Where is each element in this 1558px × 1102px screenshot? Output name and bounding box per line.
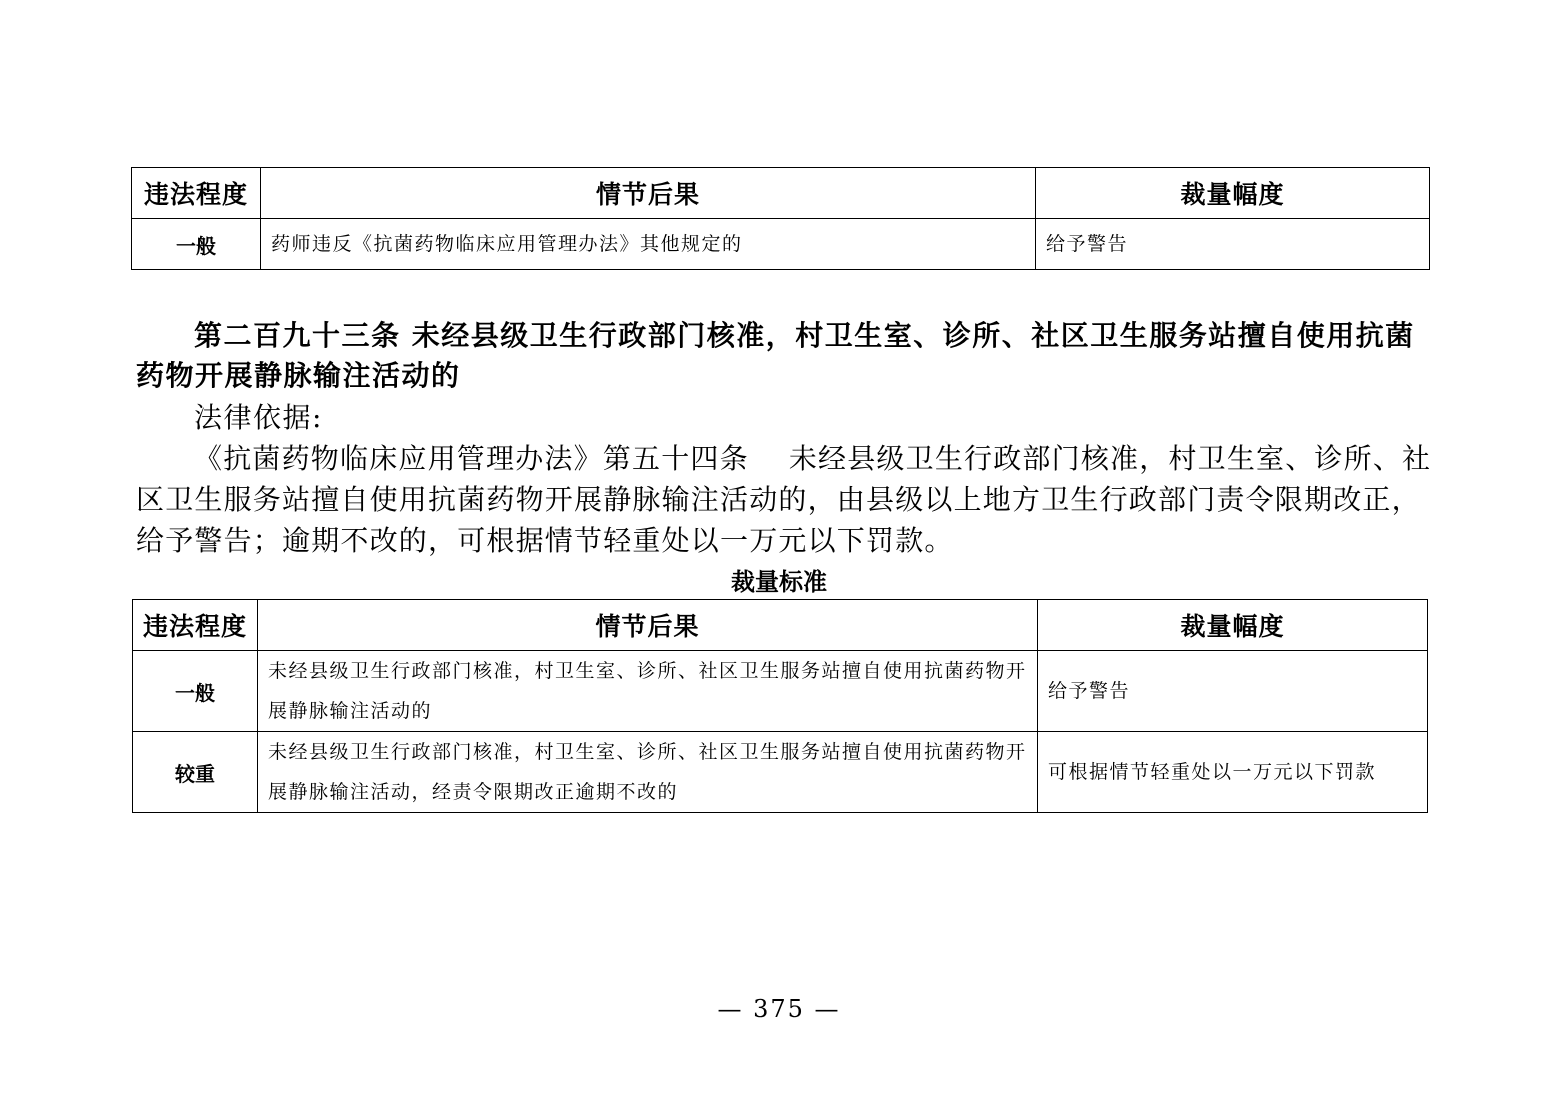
- legal-basis-paragraph: [136, 438, 1446, 561]
- row-penalty: 给予警告: [1038, 651, 1428, 732]
- table-header-row: [133, 600, 1428, 651]
- legal-basis-source: 《抗菌药物临床应用管理办法》第五十四条: [194, 442, 749, 475]
- row-level: 一般: [133, 651, 258, 732]
- table-caption: 裁量标准: [731, 568, 827, 596]
- row-level: 一般: [132, 219, 261, 270]
- header-violation-degree: 违法程度: [132, 168, 261, 219]
- legal-basis-label: 法律依据:: [194, 401, 323, 434]
- table-row: [133, 651, 1428, 732]
- header-violation-degree: 违法程度: [133, 600, 258, 651]
- header-circumstance: 情节后果: [258, 600, 1038, 651]
- row-penalty: 给予警告: [1036, 219, 1430, 270]
- row-circumstance: 未经县级卫生行政部门核准，村卫生室、诊所、社区卫生服务站擅自使用抗菌药物开展静脉输注活动，经责令限期改正逾期不改的: [258, 732, 1038, 813]
- row-penalty: 可根据情节轻重处以一万元以下罚款: [1038, 732, 1428, 813]
- article-title: 第二百九十三条 未经县级卫生行政部门核准，村卫生室、诊所、社区卫生服务站擅自使用抗菌药物开展静脉输注活动的: [136, 319, 1415, 392]
- row-circumstance: 未经县级卫生行政部门核准，村卫生室、诊所、社区卫生服务站擅自使用抗菌药物开展静脉输注活动的: [258, 651, 1038, 732]
- page-number: — 375 —: [717, 995, 841, 1023]
- header-penalty-range: 裁量幅度: [1036, 168, 1430, 219]
- table-header-row: [132, 168, 1430, 219]
- row-level: 较重: [133, 732, 258, 813]
- header-penalty-range: 裁量幅度: [1038, 600, 1428, 651]
- discretion-table-infusion: [132, 599, 1428, 813]
- header-circumstance: 情节后果: [261, 168, 1036, 219]
- legal-basis-text: 未经县级卫生行政部门核准，村卫生室、诊所、社区卫生服务站擅自使用抗菌药物开展静脉输注活动的，由县级以上地方卫生行政部门责令限期改正，给予警告；逾期不改的，可根据情节轻重处以一万元以下罚款。: [136, 442, 1432, 557]
- table-row: [133, 732, 1428, 813]
- row-circumstance: 药师违反《抗菌药物临床应用管理办法》其他规定的: [261, 219, 1036, 270]
- discretion-table-pharmacist: [131, 167, 1430, 270]
- table-row: [132, 219, 1430, 270]
